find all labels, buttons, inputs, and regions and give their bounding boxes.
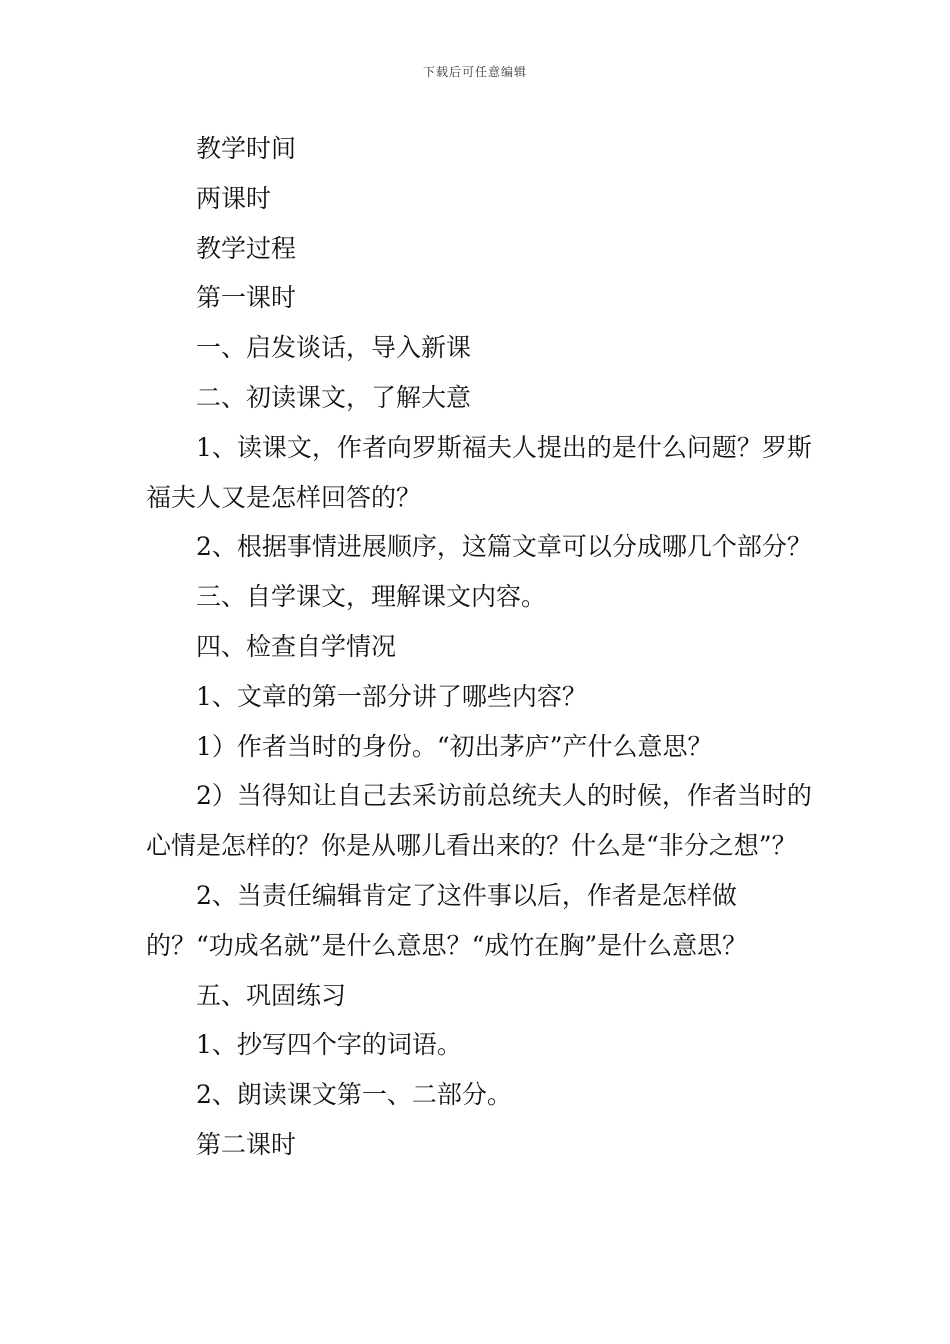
paragraph-check-1-b: 2）当得知让自己去采访前总统夫人的时候，作者当时的心情是怎样的？你是从哪儿看出来的？什么是“非分之想”？ xyxy=(146,781,812,861)
page-header-note: 下载后可任意编辑 xyxy=(422,65,527,79)
paragraph-question-1: 1、读课文，作者向罗斯福夫人提出的是什么问题？罗斯福夫人又是怎样回答的？ xyxy=(146,432,812,512)
paragraph-check-1-a: 1）作者当时的身份。“初出茅庐”产什么意思？ xyxy=(196,731,713,761)
paragraph-teaching-process-heading: 教学过程 xyxy=(196,233,297,263)
paragraph-step-four: 四、检查自学情况 xyxy=(196,631,397,661)
document-body xyxy=(146,124,812,1170)
paragraph-step-three: 三、自学课文，理解课文内容。 xyxy=(196,582,547,612)
paragraph-step-five: 五、巩固练习 xyxy=(196,980,347,1010)
paragraph-check-2: 2、当责任编辑肯定了这件事以后，作者是怎样做的？“功成名就”是什么意思？“成竹在胸”是什么意思？ xyxy=(146,880,748,960)
paragraph-first-period-heading: 第一课时 xyxy=(196,283,297,313)
paragraph-exercise-2: 2、朗读课文第一、二部分。 xyxy=(196,1080,512,1110)
paragraph-exercise-1: 1、抄写四个字的词语。 xyxy=(196,1030,462,1060)
paragraph-check-1: 1、文章的第一部分讲了哪些内容？ xyxy=(196,681,587,711)
paragraph-two-periods: 两课时 xyxy=(196,183,272,213)
paragraph-teaching-time-heading: 教学时间 xyxy=(196,134,297,163)
paragraph-question-2: 2、根据事情进展顺序，这篇文章可以分成哪几个部分？ xyxy=(196,532,812,562)
paragraph-second-period-heading: 第二课时 xyxy=(196,1129,297,1159)
paragraph-step-one: 一、启发谈话，导入新课 xyxy=(196,333,472,363)
paragraph-step-two: 二、初读课文，了解大意 xyxy=(196,382,472,412)
